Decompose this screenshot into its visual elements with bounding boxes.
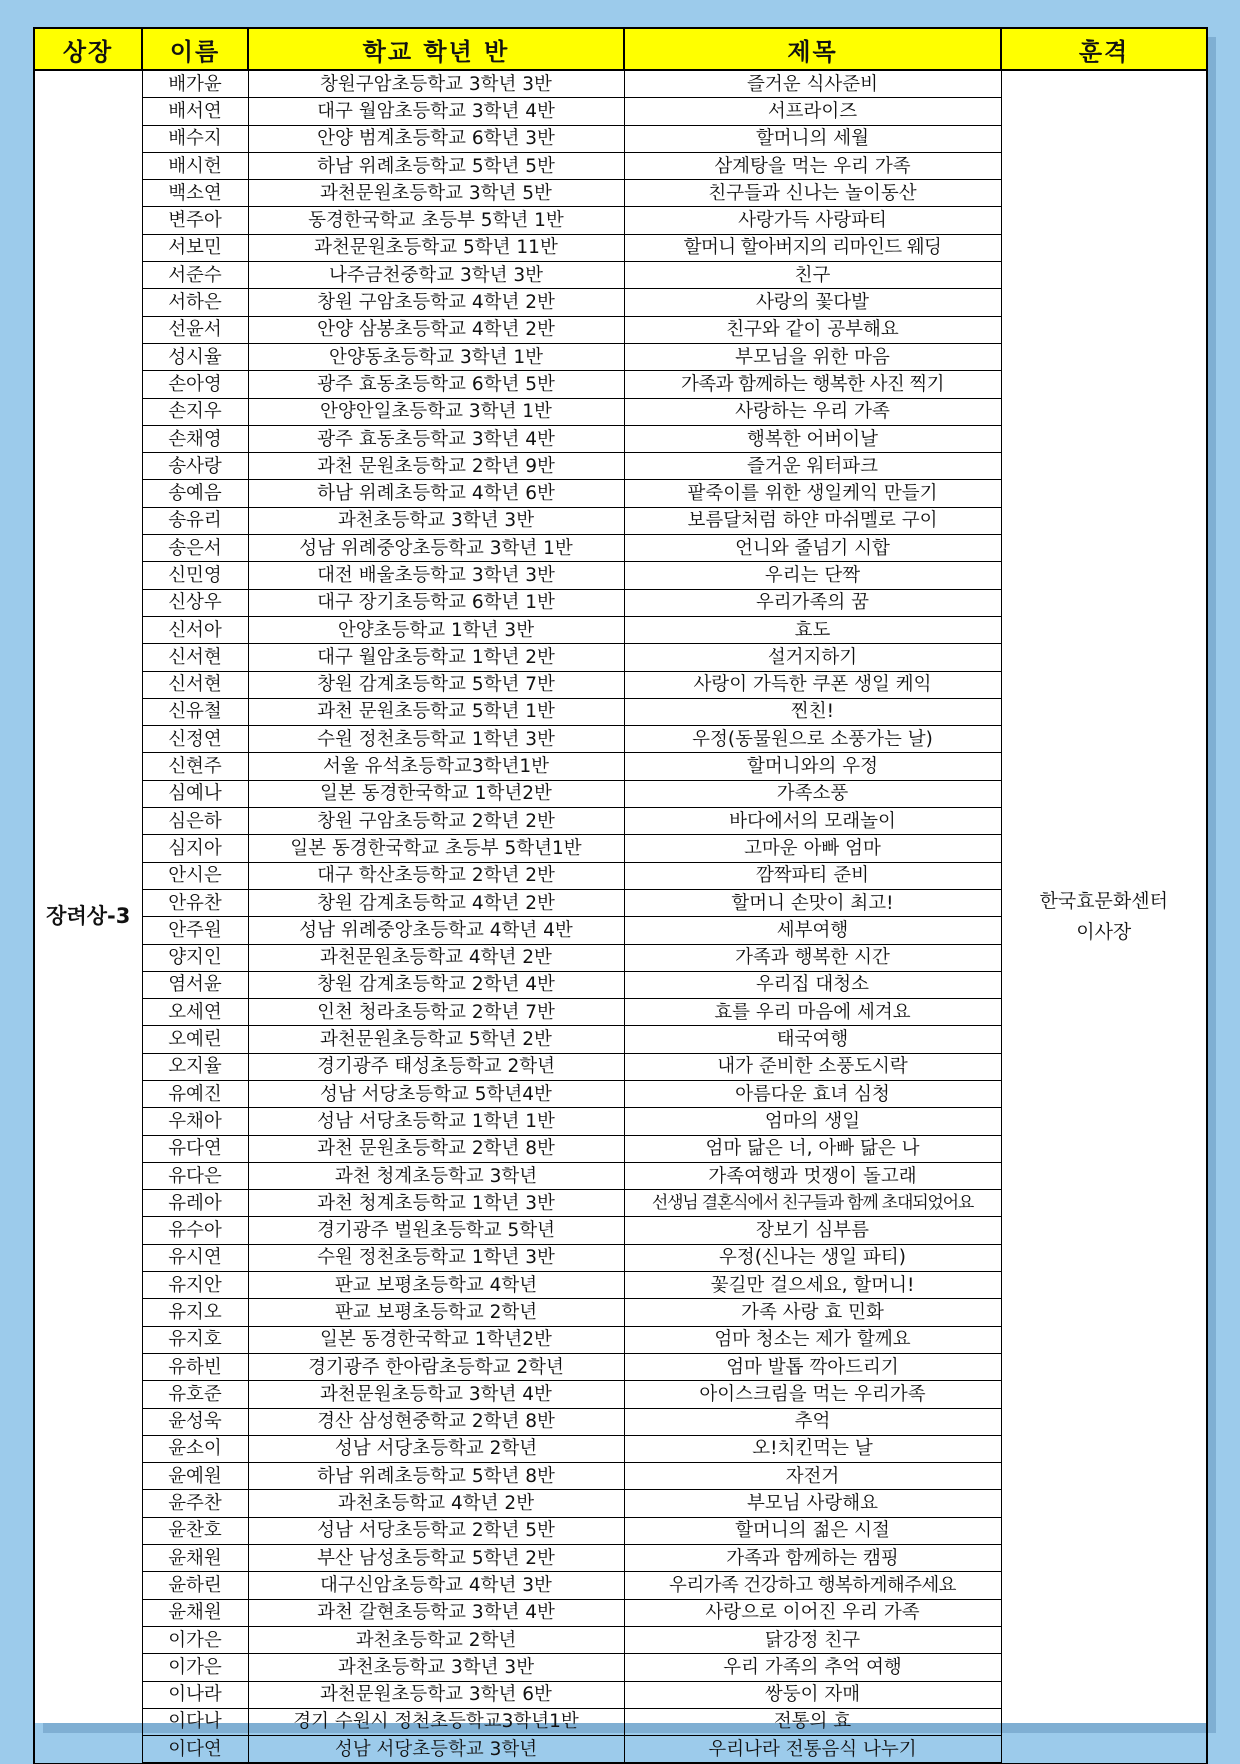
- title-cell: 언니와 줄넘기 시합: [624, 535, 1001, 562]
- name-cell: 손아영: [142, 371, 248, 398]
- school-cell: 성남 위례중앙초등학교 4학년 4반: [248, 917, 624, 944]
- name-cell: 심지아: [142, 835, 248, 862]
- school-cell: 과천초등학교 4학년 2반: [248, 1490, 624, 1517]
- title-cell: 엄마의 생일: [624, 1108, 1001, 1135]
- name-cell: 백소연: [142, 180, 248, 207]
- header-citation: 훈격: [1001, 28, 1207, 70]
- award-table: [33, 27, 1208, 1764]
- title-cell: 가족 사랑 효 민화: [624, 1299, 1001, 1326]
- name-cell: 유하빈: [142, 1353, 248, 1380]
- title-cell: 부모님을 위한 마음: [624, 343, 1001, 370]
- name-cell: 손채영: [142, 425, 248, 452]
- title-cell: 할머니 할아버지의 리마인드 웨딩: [624, 234, 1001, 261]
- school-cell: 창원 구암초등학교 2학년 2반: [248, 808, 624, 835]
- school-cell: 인천 청라초등학교 2학년 7반: [248, 999, 624, 1026]
- name-cell: 신민영: [142, 562, 248, 589]
- title-cell: 가족과 행복한 시간: [624, 944, 1001, 971]
- school-cell: 성남 서당초등학교 2학년 5반: [248, 1517, 624, 1544]
- title-cell: 찐친!: [624, 698, 1001, 725]
- name-cell: 윤찬호: [142, 1517, 248, 1544]
- title-cell: 즐거운 식사준비: [624, 70, 1001, 98]
- header-name: 이름: [142, 28, 248, 70]
- title-cell: 고마운 아빠 엄마: [624, 835, 1001, 862]
- title-cell: 즐거운 워터파크: [624, 453, 1001, 480]
- name-cell: 유지오: [142, 1299, 248, 1326]
- title-cell: 아름다운 효녀 심청: [624, 1080, 1001, 1107]
- name-cell: 유지안: [142, 1272, 248, 1299]
- name-cell: 심예나: [142, 780, 248, 807]
- title-cell: 꽃길만 걸으세요, 할머니!: [624, 1272, 1001, 1299]
- title-cell: 친구: [624, 262, 1001, 289]
- school-cell: 과천문원초등학교 5학년 11반: [248, 234, 624, 261]
- school-cell: 창원 감계초등학교 5학년 7반: [248, 671, 624, 698]
- name-cell: 유다연: [142, 1135, 248, 1162]
- name-cell: 우채아: [142, 1108, 248, 1135]
- title-cell: 태국여행: [624, 1026, 1001, 1053]
- school-cell: 과천 문원초등학교 5학년 1반: [248, 698, 624, 725]
- name-cell: 안유찬: [142, 889, 248, 916]
- name-cell: 신서현: [142, 671, 248, 698]
- title-cell: 우리가족 건강하고 행복하게해주세요: [624, 1572, 1001, 1599]
- school-cell: 수원 정천초등학교 1학년 3반: [248, 1244, 624, 1271]
- school-cell: 광주 효동초등학교 3학년 4반: [248, 425, 624, 452]
- school-cell: 과천문원초등학교 5학년 2반: [248, 1026, 624, 1053]
- name-cell: 서준수: [142, 262, 248, 289]
- title-cell: 효도: [624, 616, 1001, 643]
- school-cell: 대구신암초등학교 4학년 3반: [248, 1572, 624, 1599]
- name-cell: 송예음: [142, 480, 248, 507]
- citation-line: 이사장: [1076, 920, 1132, 943]
- name-cell: 유지호: [142, 1326, 248, 1353]
- name-cell: 유레아: [142, 1190, 248, 1217]
- name-cell: 오세연: [142, 999, 248, 1026]
- school-cell: 일본 동경한국학교 1학년2반: [248, 1326, 624, 1353]
- name-cell: 윤하린: [142, 1572, 248, 1599]
- name-cell: 배시헌: [142, 152, 248, 179]
- school-cell: 대구 장기초등학교 6학년 1반: [248, 589, 624, 616]
- name-cell: 이가은: [142, 1626, 248, 1653]
- title-cell: 엄마 청소는 제가 할께요: [624, 1326, 1001, 1353]
- title-cell: 세부여행: [624, 917, 1001, 944]
- citation-line: 한국효문화센터: [1039, 889, 1168, 912]
- title-cell: 가족여행과 멋쟁이 돌고래: [624, 1162, 1001, 1189]
- title-cell: 보름달처럼 하얀 마쉬멜로 구이: [624, 507, 1001, 534]
- school-cell: 창원 구암초등학교 4학년 2반: [248, 289, 624, 316]
- school-cell: 창원구암초등학교 3학년 3반: [248, 70, 624, 98]
- school-cell: 하남 위례초등학교 4학년 6반: [248, 480, 624, 507]
- school-cell: 일본 동경한국학교 초등부 5학년1반: [248, 835, 624, 862]
- header-row: [34, 28, 1207, 70]
- school-cell: 안양안일초등학교 3학년 1반: [248, 398, 624, 425]
- name-cell: 신상우: [142, 589, 248, 616]
- school-cell: 경기광주 한아람초등학교 2학년: [248, 1353, 624, 1380]
- name-cell: 유수아: [142, 1217, 248, 1244]
- title-cell: 우정(신나는 생일 파티): [624, 1244, 1001, 1271]
- school-cell: 대구 월암초등학교 3학년 4반: [248, 98, 624, 125]
- school-cell: 경기광주 벌원초등학교 5학년: [248, 1217, 624, 1244]
- title-cell: 사랑하는 우리 가족: [624, 398, 1001, 425]
- title-cell: 닭강정 친구: [624, 1626, 1001, 1653]
- name-cell: 유예진: [142, 1080, 248, 1107]
- school-cell: 경산 삼성현중학교 2학년 8반: [248, 1408, 624, 1435]
- name-cell: 송사랑: [142, 453, 248, 480]
- school-cell: 성남 위례중앙초등학교 3학년 1반: [248, 535, 624, 562]
- title-cell: 사랑으로 이어진 우리 가족: [624, 1599, 1001, 1626]
- title-cell: 가족과 함께하는 캠핑: [624, 1545, 1001, 1572]
- name-cell: 오예린: [142, 1026, 248, 1053]
- title-cell: 팥죽이를 위한 생일케익 만들기: [624, 480, 1001, 507]
- title-cell: 할머니와의 우정: [624, 753, 1001, 780]
- title-cell: 사랑의 꽃다발: [624, 289, 1001, 316]
- school-cell: 성남 서당초등학교 2학년: [248, 1435, 624, 1462]
- title-cell: 사랑가득 사랑파티: [624, 207, 1001, 234]
- title-cell: 쌍둥이 자매: [624, 1681, 1001, 1708]
- title-cell: 장보기 심부름: [624, 1217, 1001, 1244]
- name-cell: 신서현: [142, 644, 248, 671]
- school-cell: 과천문원초등학교 4학년 2반: [248, 944, 624, 971]
- table-row: [34, 70, 1207, 98]
- school-cell: 과천 청계초등학교 3학년: [248, 1162, 624, 1189]
- title-cell: 바다에서의 모래놀이: [624, 808, 1001, 835]
- school-cell: 경기광주 태성초등학교 2학년: [248, 1053, 624, 1080]
- school-cell: 안양 삼봉초등학교 4학년 2반: [248, 316, 624, 343]
- school-cell: 대구 월암초등학교 1학년 2반: [248, 644, 624, 671]
- name-cell: 윤예원: [142, 1463, 248, 1490]
- name-cell: 유시연: [142, 1244, 248, 1271]
- name-cell: 윤소이: [142, 1435, 248, 1462]
- name-cell: 이다연: [142, 1736, 248, 1764]
- title-cell: 우리가족의 꿈: [624, 589, 1001, 616]
- school-cell: 판교 보평초등학교 2학년: [248, 1299, 624, 1326]
- name-cell: 서하은: [142, 289, 248, 316]
- name-cell: 변주아: [142, 207, 248, 234]
- school-cell: 동경한국학교 초등부 5학년 1반: [248, 207, 624, 234]
- title-cell: 우리 가족의 추억 여행: [624, 1654, 1001, 1681]
- name-cell: 윤채원: [142, 1545, 248, 1572]
- award-rows: [34, 70, 1207, 1763]
- school-cell: 과천 문원초등학교 2학년 9반: [248, 453, 624, 480]
- school-cell: 대전 배울초등학교 3학년 3반: [248, 562, 624, 589]
- name-cell: 배서연: [142, 98, 248, 125]
- school-cell: 과천문원초등학교 3학년 5반: [248, 180, 624, 207]
- name-cell: 신현주: [142, 753, 248, 780]
- school-cell: 창원 감계초등학교 4학년 2반: [248, 889, 624, 916]
- school-cell: 부산 남성초등학교 5학년 2반: [248, 1545, 624, 1572]
- title-cell: 서프라이즈: [624, 98, 1001, 125]
- school-cell: 판교 보평초등학교 4학년: [248, 1272, 624, 1299]
- school-cell: 과천초등학교 3학년 3반: [248, 507, 624, 534]
- school-cell: 창원 감계초등학교 2학년 4반: [248, 971, 624, 998]
- header-school: 학교 학년 반: [248, 28, 624, 70]
- school-cell: 경기 수원시 정천초등학교3학년1반: [248, 1708, 624, 1735]
- name-cell: 유호준: [142, 1381, 248, 1408]
- school-cell: 안양초등학교 1학년 3반: [248, 616, 624, 643]
- school-cell: 과천 청계초등학교 1학년 3반: [248, 1190, 624, 1217]
- title-cell: 할머니의 젊은 시절: [624, 1517, 1001, 1544]
- title-cell: 효를 우리 마음에 세겨요: [624, 999, 1001, 1026]
- school-cell: 과천초등학교 3학년 3반: [248, 1654, 624, 1681]
- name-cell: 오지율: [142, 1053, 248, 1080]
- title-cell: 아이스크림을 먹는 우리가족: [624, 1381, 1001, 1408]
- school-cell: 과천 갈현초등학교 3학년 4반: [248, 1599, 624, 1626]
- school-cell: 안양 범계초등학교 6학년 3반: [248, 125, 624, 152]
- title-cell: 오!치킨먹는 날: [624, 1435, 1001, 1462]
- school-cell: 과천 문원초등학교 2학년 8반: [248, 1135, 624, 1162]
- name-cell: 심은하: [142, 808, 248, 835]
- name-cell: 송유리: [142, 507, 248, 534]
- title-cell: 친구와 같이 공부해요: [624, 316, 1001, 343]
- title-cell: 전통의 효: [624, 1708, 1001, 1735]
- school-cell: 광주 효동초등학교 6학년 5반: [248, 371, 624, 398]
- school-cell: 과천문원초등학교 3학년 6반: [248, 1681, 624, 1708]
- name-cell: 안주원: [142, 917, 248, 944]
- title-cell: 추억: [624, 1408, 1001, 1435]
- header-title: 제목: [624, 28, 1001, 70]
- school-cell: 과천문원초등학교 3학년 4반: [248, 1381, 624, 1408]
- title-cell: 가족과 함께하는 행복한 사진 찍기: [624, 371, 1001, 398]
- title-cell: 부모님 사랑해요: [624, 1490, 1001, 1517]
- name-cell: 양지인: [142, 944, 248, 971]
- name-cell: 윤성욱: [142, 1408, 248, 1435]
- award-list-sheet: [33, 27, 1206, 1760]
- school-cell: 하남 위례초등학교 5학년 5반: [248, 152, 624, 179]
- name-cell: 안시은: [142, 862, 248, 889]
- school-cell: 나주금천중학교 3학년 3반: [248, 262, 624, 289]
- title-cell: 할머니 손맛이 최고!: [624, 889, 1001, 916]
- title-cell: 가족소풍: [624, 780, 1001, 807]
- name-cell: 신정연: [142, 726, 248, 753]
- name-cell: 이가은: [142, 1654, 248, 1681]
- title-cell: 깜짝파티 준비: [624, 862, 1001, 889]
- title-cell: 우정(동물원으로 소풍가는 날): [624, 726, 1001, 753]
- name-cell: 윤채원: [142, 1599, 248, 1626]
- title-cell: 우리는 단짝: [624, 562, 1001, 589]
- name-cell: 배가윤: [142, 70, 248, 98]
- title-cell: 친구들과 신나는 놀이동산: [624, 180, 1001, 207]
- name-cell: 신유철: [142, 698, 248, 725]
- title-cell: 선생님 결혼식에서 친구들과 함께 초대되었어요: [624, 1190, 1001, 1217]
- name-cell: 이나라: [142, 1681, 248, 1708]
- title-cell: 할머니의 세월: [624, 125, 1001, 152]
- school-cell: 대구 학산초등학교 2학년 2반: [248, 862, 624, 889]
- title-cell: 내가 준비한 소풍도시락: [624, 1053, 1001, 1080]
- name-cell: 선윤서: [142, 316, 248, 343]
- title-cell: 설거지하기: [624, 644, 1001, 671]
- header-award: 상장: [34, 28, 142, 70]
- school-cell: 과천초등학교 2학년: [248, 1626, 624, 1653]
- school-cell: 성남 서당초등학교 5학년4반: [248, 1080, 624, 1107]
- citation-cell: [1001, 70, 1207, 1763]
- school-cell: 서울 유석초등학교3학년1반: [248, 753, 624, 780]
- school-cell: 수원 정천초등학교 1학년 3반: [248, 726, 624, 753]
- school-cell: 하남 위례초등학교 5학년 8반: [248, 1463, 624, 1490]
- title-cell: 삼계탕을 먹는 우리 가족: [624, 152, 1001, 179]
- name-cell: 송은서: [142, 535, 248, 562]
- title-cell: 우리나라 전통음식 나누기: [624, 1736, 1001, 1764]
- name-cell: 이다나: [142, 1708, 248, 1735]
- school-cell: 일본 동경한국학교 1학년2반: [248, 780, 624, 807]
- title-cell: 자전거: [624, 1463, 1001, 1490]
- title-cell: 사랑이 가득한 쿠폰 생일 케익: [624, 671, 1001, 698]
- school-cell: 안양동초등학교 3학년 1반: [248, 343, 624, 370]
- title-cell: 엄마 닮은 너, 아빠 닮은 나: [624, 1135, 1001, 1162]
- name-cell: 신서아: [142, 616, 248, 643]
- name-cell: 윤주찬: [142, 1490, 248, 1517]
- name-cell: 배수지: [142, 125, 248, 152]
- name-cell: 손지우: [142, 398, 248, 425]
- name-cell: 유다은: [142, 1162, 248, 1189]
- award-grade-cell: 장려상-3: [34, 70, 142, 1763]
- name-cell: 염서윤: [142, 971, 248, 998]
- title-cell: 행복한 어버이날: [624, 425, 1001, 452]
- name-cell: 서보민: [142, 234, 248, 261]
- school-cell: 성남 서당초등학교 1학년 1반: [248, 1108, 624, 1135]
- name-cell: 성시율: [142, 343, 248, 370]
- title-cell: 엄마 발톱 깍아드리기: [624, 1353, 1001, 1380]
- school-cell: 성남 서당초등학교 3학년: [248, 1736, 624, 1764]
- title-cell: 우리집 대청소: [624, 971, 1001, 998]
